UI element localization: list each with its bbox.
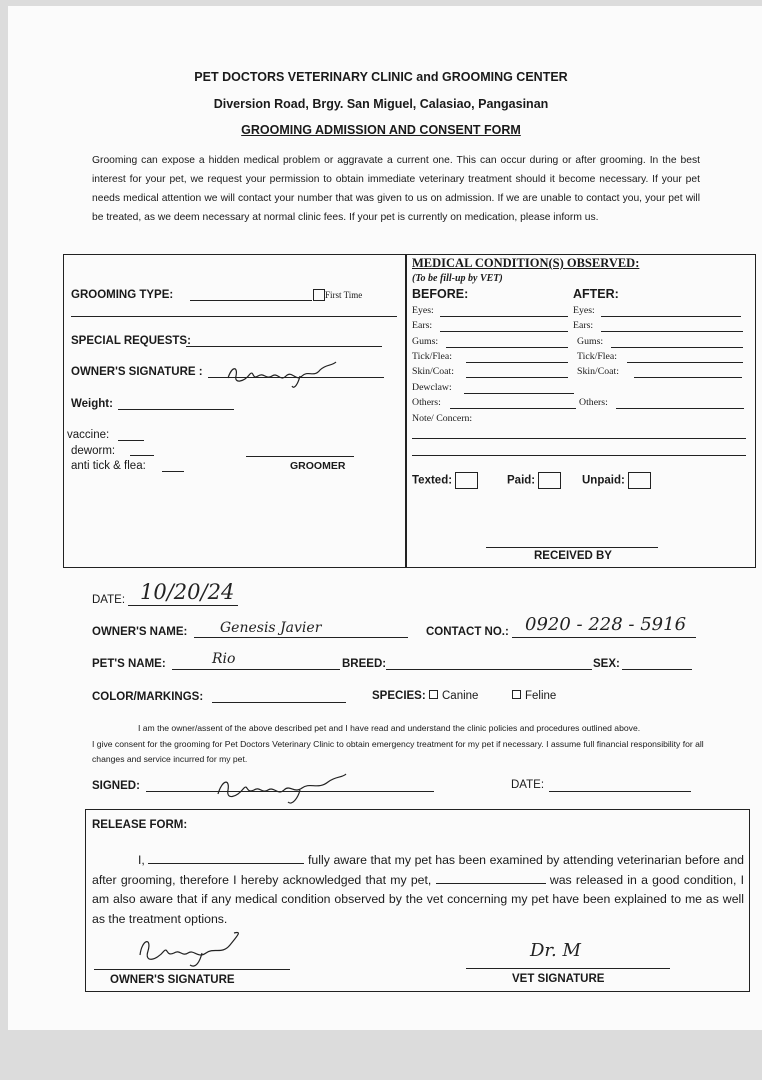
note-line-2[interactable]	[412, 455, 746, 456]
date-label: DATE:	[92, 594, 126, 606]
release-owner-signature-label: OWNER'S SIGNATURE	[110, 974, 235, 986]
after-gums-field[interactable]	[611, 347, 743, 348]
release-owner-signature	[130, 925, 250, 971]
vaccine-field[interactable]	[118, 440, 144, 441]
pet-name-label: PET'S NAME:	[92, 658, 166, 670]
before-heading: BEFORE:	[412, 287, 469, 301]
release-pet-field[interactable]	[436, 873, 546, 884]
feline-label: Feline	[525, 690, 557, 702]
paid-text: Paid:	[507, 474, 536, 487]
after-gums: Gums:	[577, 336, 604, 347]
deworm-label: deworm:	[71, 445, 116, 457]
grooming-type-line-2[interactable]	[71, 316, 397, 317]
canine-checkbox[interactable]	[429, 690, 438, 699]
medical-subtitle: (To be fill-up by VET)	[412, 273, 503, 284]
release-name-field[interactable]	[148, 853, 304, 864]
before-tick-flea: Tick/Flea:	[412, 351, 452, 362]
paid-checkbox[interactable]	[538, 472, 561, 489]
canine-label: Canine	[442, 690, 479, 702]
vaccine-label: vaccine:	[67, 429, 110, 441]
feline-option[interactable]	[512, 690, 556, 702]
grooming-type-label: GROOMING TYPE:	[71, 289, 174, 301]
canine-option[interactable]	[429, 690, 478, 702]
vet-signature-value: Dr. M	[530, 940, 581, 961]
form-title: GROOMING ADMISSION AND CONSENT FORM	[241, 123, 521, 137]
breed-field[interactable]	[386, 669, 592, 670]
contact-value: 0920 - 228 - 5916	[525, 614, 687, 635]
after-others: Others:	[579, 397, 608, 408]
consent-para-1: I am the owner/assent of the above described pet and I have read and understand the clinic policies and procedures outlined above.	[138, 723, 641, 733]
received-by-field[interactable]	[486, 547, 658, 548]
date-value: 10/20/24	[140, 580, 235, 604]
before-gums-field[interactable]	[446, 347, 568, 348]
deworm-field[interactable]	[130, 455, 154, 456]
contact-field[interactable]	[512, 637, 696, 638]
texted-label	[412, 472, 478, 489]
after-eyes: Eyes:	[573, 305, 595, 316]
first-time-checkbox[interactable]	[313, 289, 325, 301]
before-skin-coat: Skin/Coat:	[412, 366, 454, 377]
before-skin-coat-field[interactable]	[466, 377, 568, 378]
color-markings-label: COLOR/MARKINGS:	[92, 691, 204, 703]
color-markings-field[interactable]	[212, 702, 346, 703]
owner-signature-handwritten	[222, 356, 340, 392]
before-dewclaw: Dewclaw:	[412, 382, 452, 393]
after-others-field[interactable]	[616, 408, 744, 409]
weight-label: Weight:	[71, 398, 113, 410]
signed-signature	[210, 768, 350, 808]
sex-label: SEX:	[593, 658, 620, 670]
after-ears-field[interactable]	[601, 331, 743, 332]
pet-name-value: Rio	[212, 651, 236, 667]
owner-name-field[interactable]	[194, 637, 408, 638]
after-skin-coat-field[interactable]	[634, 377, 742, 378]
after-tick-flea-field[interactable]	[627, 362, 743, 363]
release-text-2: was released in a good condition, I am also aware that if any medical condition observed by the vet concerning my pet have been explained to me as well as the treatment options.	[92, 872, 745, 926]
release-paragraph	[92, 851, 744, 929]
texted-checkbox[interactable]	[455, 472, 478, 489]
contact-label: CONTACT NO.:	[426, 626, 509, 638]
feline-checkbox[interactable]	[512, 690, 521, 699]
note-line-1[interactable]	[412, 438, 746, 439]
pet-name-field[interactable]	[172, 669, 340, 670]
special-requests-label: SPECIAL REQUESTS:	[71, 335, 191, 347]
before-dewclaw-field[interactable]	[464, 393, 574, 394]
unpaid-label	[582, 472, 651, 489]
owner-name-value: Genesis Javier	[220, 620, 322, 636]
release-title: RELEASE FORM:	[92, 819, 188, 831]
admission-box	[63, 254, 756, 568]
before-tick-flea-field[interactable]	[466, 362, 568, 363]
breed-label: BREED:	[342, 658, 387, 670]
groomer-label: GROOMER	[290, 460, 346, 472]
special-requests-field[interactable]	[186, 346, 382, 347]
release-text-1: fully aware that my pet has been examined by attending veterinarian before and after grooming, therefore I hereby acknowledged that my pet,	[92, 853, 744, 887]
vet-signature-label: VET SIGNATURE	[512, 973, 605, 985]
paid-label	[507, 472, 561, 489]
weight-field[interactable]	[118, 409, 234, 410]
before-ears: Ears:	[412, 320, 433, 331]
texted-text: Texted:	[412, 474, 453, 487]
anti-tick-label: anti tick & flea:	[71, 460, 146, 472]
anti-tick-field[interactable]	[162, 471, 184, 472]
panel-divider	[405, 255, 407, 567]
release-i: I,	[138, 853, 145, 867]
received-by-label: RECEIVED BY	[534, 550, 612, 562]
after-heading: AFTER:	[573, 287, 619, 301]
sex-field[interactable]	[622, 669, 692, 670]
after-ears: Ears:	[573, 320, 594, 331]
before-gums: Gums:	[412, 336, 439, 347]
consent-para-2: I give consent for the grooming for Pet Doctors Veterinary Clinic to obtain emergency treatment for my pet if necessary. I assume full financial responsibility for all changes and service incurred for my pet.	[92, 738, 704, 764]
medical-title: MEDICAL CONDITION(S) OBSERVED:	[412, 256, 640, 270]
clinic-name: PET DOCTORS VETERINARY CLINIC and GROOMING CENTER	[194, 70, 568, 84]
consent-date-label: DATE:	[511, 779, 545, 791]
clinic-address: Diversion Road, Brgy. San Miguel, Calasiao, Pangasinan	[213, 97, 549, 111]
before-eyes-field[interactable]	[440, 316, 568, 317]
before-eyes: Eyes:	[412, 305, 434, 316]
first-time-label: First Time	[325, 290, 363, 300]
before-others: Others:	[412, 397, 441, 408]
before-ears-field[interactable]	[440, 331, 568, 332]
note-concern-label: Note/ Concern:	[412, 413, 473, 424]
before-others-field[interactable]	[450, 408, 576, 409]
after-skin-coat: Skin/Coat:	[577, 366, 619, 377]
after-tick-flea: Tick/Flea:	[577, 351, 617, 362]
groomer-field[interactable]	[246, 456, 354, 457]
release-owner-signature-line[interactable]	[94, 969, 290, 970]
vet-signature-line[interactable]	[466, 968, 670, 969]
grooming-type-field[interactable]	[190, 300, 312, 301]
after-eyes-field[interactable]	[601, 316, 741, 317]
unpaid-checkbox[interactable]	[628, 472, 651, 489]
intro-paragraph: Grooming can expose a hidden medical problem or aggravate a current one. This can occur during or after grooming. In the best interest for your pet, we request your permission to obtain immediate veterinary treatment should it become necessary. If your pet needs medical attention we will contact your number that was given to us on admission. If we are unable to contact you, your pet will be treated, as we deem necessary at normal clinic fees. If your pet is currently on medication, please inform us.	[92, 155, 700, 223]
species-label: SPECIES:	[372, 690, 426, 702]
consent-text	[92, 721, 704, 768]
owner-signature-label: OWNER'S SIGNATURE :	[71, 366, 203, 378]
date-field[interactable]	[128, 605, 238, 606]
unpaid-text: Unpaid:	[582, 474, 625, 487]
consent-date-field[interactable]	[549, 791, 691, 792]
signed-label: SIGNED:	[92, 780, 140, 792]
owner-name-label: OWNER'S NAME:	[92, 626, 188, 638]
